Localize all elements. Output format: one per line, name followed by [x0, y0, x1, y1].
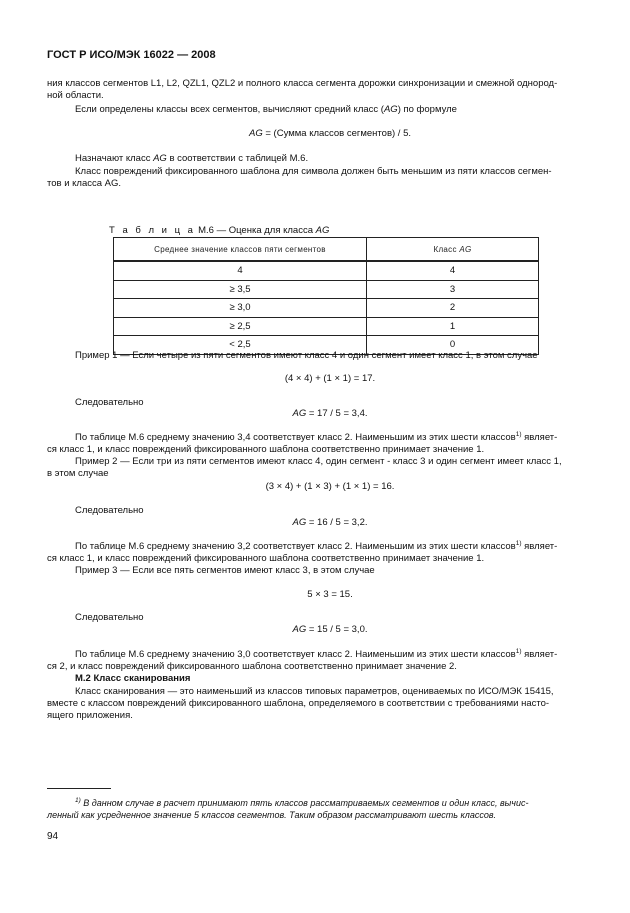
paragraph-line: ся класс 1, и класс повреждений фиксированного шаблона соответственно принимает значение 1. — [47, 444, 485, 455]
section-heading: М.2 Класс сканирования — [75, 673, 191, 684]
table-caption: Т а б л и ц а М.6 — Оценка для класса AG — [109, 225, 330, 236]
table-cell-average: 4 — [114, 261, 367, 280]
paragraph-line: По таблице М.6 среднему значению 3,2 соответствует класс 2. Наименьшим из этих шести классов$^{1)}$ являет- — [75, 539, 558, 552]
table-cell-grade: 1 — [367, 317, 539, 336]
paragraph-line: По таблице М.6 среднему значению 3,4 соответствует класс 2. Наименьшим из этих шести классов$^{1)}$ являет- — [75, 430, 558, 443]
formula: (4 × 4) + (1 × 1) = 17. — [284, 373, 376, 384]
paragraph-line: Класс сканирования — это наименьший из классов типовых параметров, оцениваемых по ИСО/МЭК 15415, — [75, 686, 554, 697]
formula: AG = (Сумма классов сегментов) / 5. — [248, 128, 412, 139]
footnote-line: $^{1)}$ В данном случае в расчет принимают пять классов рассматриваемых сегментов и один класс, вычис- — [75, 797, 529, 808]
paragraph-line: ящего приложения. — [47, 710, 133, 721]
table-cell-grade: 3 — [367, 280, 539, 299]
paragraph-line: ния классов сегментов L1, L2, QZL1, QZL2 и полного класса сегмента дорожки синхронизации и смежной однород- — [47, 78, 558, 89]
paragraph-line: Если определены классы всех сегментов, вычисляют средний класс (AG) по формуле — [75, 104, 457, 115]
table-row — [114, 299, 539, 318]
paragraph-line: Следовательно — [75, 505, 144, 516]
formula: AG = 15 / 5 = 3,0. — [292, 624, 368, 635]
formula: 5 × 3 = 15. — [307, 589, 353, 600]
document-header: ГОСТ Р ИСО/МЭК 16022 — 2008 — [47, 49, 216, 61]
footnote-line: ленный как усредненное значение 5 классов сегментов. Таким образом рассматривают шесть классов. — [47, 810, 497, 820]
paragraph-line: Следовательно — [75, 612, 144, 623]
table-cell-grade: 4 — [367, 261, 539, 280]
paragraph-line: Класс повреждений фиксированного шаблона для символа должен быть меньшим из пяти классов сегмен- — [75, 166, 552, 177]
paragraph-line: ся класс 1, и класс повреждений фиксированного шаблона соответственно принимает значение 1. — [47, 553, 485, 564]
table-cell-average: < 2,5 — [114, 336, 367, 355]
paragraph-line: вместе с классом повреждений фиксированного шаблона, определяемого в соответствии с требованиями насто- — [47, 698, 550, 709]
table-header-grade: Класс AG — [367, 238, 539, 262]
formula: AG = 16 / 5 = 3,2. — [292, 517, 368, 528]
table-cell-average: ≥ 2,5 — [114, 317, 367, 336]
paragraph-line: По таблице М.6 среднему значению 3,0 соответствует класс 2. Наименьшим из этих шести классов$^{1)}$ являет- — [75, 647, 558, 660]
paragraph-line: тов и класса AG. — [47, 178, 122, 189]
example-intro: Пример 2 — Если три из пяти сегментов имеют класс 4, один сегмент - класс 3 и один сегмент имеет класс 1, — [75, 456, 562, 467]
table-cell-average: ≥ 3,0 — [114, 299, 367, 318]
paragraph-line: Следовательно — [75, 397, 144, 408]
paragraph-line: в этом случае — [47, 468, 109, 479]
paragraph-line: Назначают класс AG в соответствии с таблицей М.6. — [75, 153, 309, 164]
formula: AG = 17 / 5 = 3,4. — [292, 408, 368, 419]
paragraph-line: ной области. — [47, 90, 104, 101]
table-header-average: Среднее значение классов пяти сегментов — [114, 238, 367, 262]
example-intro: Пример 1 — Если четыре из пяти сегментов имеют класс 4 и один сегмент имеет класс 1, в этом случае — [75, 350, 538, 361]
table-row — [114, 261, 539, 280]
page-number: 94 — [47, 831, 59, 842]
table-cell-grade: 0 — [367, 336, 539, 355]
table-cell-average: ≥ 3,5 — [114, 280, 367, 299]
grade-table — [113, 237, 539, 355]
table-cell-grade: 2 — [367, 299, 539, 318]
example-intro: Пример 3 — Если все пять сегментов имеют класс 3, в этом случае — [75, 565, 375, 576]
paragraph-line: ся 2, и класс повреждений фиксированного шаблона соответственно принимает значение 2. — [47, 661, 457, 672]
table-row — [114, 317, 539, 336]
table-row — [114, 280, 539, 299]
formula: (3 × 4) + (1 × 3) + (1 × 1) = 16. — [265, 481, 395, 492]
footnote-divider — [47, 788, 111, 789]
